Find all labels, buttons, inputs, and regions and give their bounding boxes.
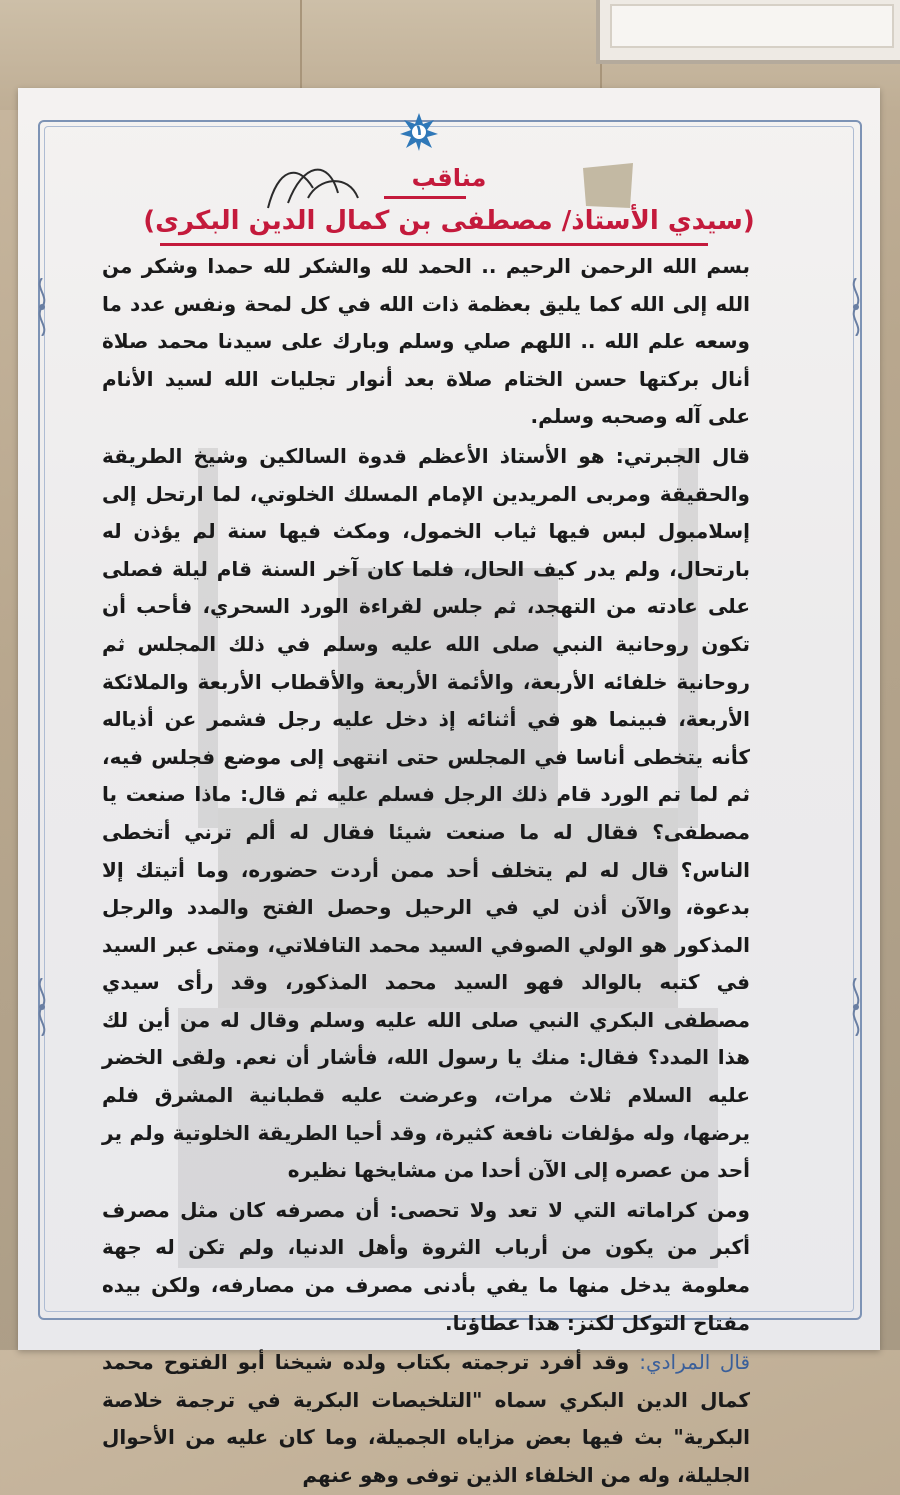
paragraph-text: هو الأستاذ الأعظم قدوة السالكين وشيخ الطريقة والحقيقة ومربى المريدين الإمام المسلك الخلوتي، لما ارتحل إلى إسلامبول لبس فيها ثياب الخمول، ومكث فيها سنة لم يؤذن له بارتحال، ولم يدر كيف الحال، فلما كان آخر السنة قام ليلة فصلى على عادته من التهجد، ثم جلس لقراءة الورد السحري، فأحب أن تكون روحانية النبي صلى الله عليه وسلم في ذلك المجلس ثم روحانية خلفائه الأربعة، والأئمة الأربعة والأقطاب الأربعة والملائكة الأربعة، فبينما هو في أثنائه إذ دخل عليه رجل فشمر عن أذياله كأنه يتخطى أناسا في المجلس حتى انتهى إلى موضع فجلس فيه، ثم لما تم الورد قام ذلك الرجل فسلم عليه ثم قال: ماذا صنعت يا مصطفى؟ فقال له ما صنعت شيئا فقال له ألم ترني أتخطى الناس؟ قال له لم يتخلف أحد ممن أردت حضوره، وما أتيتك إلا بدعوة، والآن أذن لي في الرحيل وحصل الفتح والمدد والرجل المذكور هو الولي الصوفي السيد محمد التافلاتي، ومتى عبر السيد في كتبه بالوالد فهو السيد محمد المذكور، وقد رأى سيدي مصطفى البكري النبي صلى الله عليه وسلم وقال له من أين لك هذا المدد؟ فقال: منك يا رسول الله، فأشار أن نعم. ولقى الخضر عليه السلام ثلاث مرات، وعرضت عليه قطبانية المشرق فلم يرضها، وله مؤلفات نافعة كثيرة، وقد أحيا الطريقة الخلوتية ولم ير أحد من عصره إلى الآن أحدا من مشايخها نظيره [102, 443, 750, 1183]
paragraph-lead: قال الجبرتي: [615, 443, 750, 468]
left-ornament-icon [32, 278, 52, 336]
title-underline [384, 196, 466, 199]
paragraph-karamat [102, 1192, 802, 1342]
right-ornament-icon [846, 978, 866, 1036]
banner-poster [18, 88, 880, 1487]
poster-title: مناقب [411, 164, 487, 192]
window-frame [596, 0, 900, 64]
paragraph-muradi [102, 1344, 802, 1494]
paragraph-jabarti [102, 438, 802, 1190]
paragraph-basmala [102, 248, 802, 436]
paragraph-text: وقد أفرد ترجمته بكتاب ولده شيخنا أبو الفتوح محمد كمال الدين البكري سماه "التلخيصات البكرية في ترجمة خلاصة البكرية" بث فيها بعض مزاياه الجميلة، وما كان عليه من الأحوال الجليلة، وله من الخلفاء الذين توفى وهو عنهم [102, 1350, 750, 1487]
paragraph-text: بسم الله الرحمن الرحيم .. الحمد لله والشكر لله حمدا وشكر من الله إلى الله كما يليق بعظمة ذات الله في كل لمحة ونفس عدد ما وسعه علم الله .. اللهم صلي وسلم وبارك على سيدنا محمد صلاة أنال بركتها حسن الختام صلاة بعد أنوار تجليات الله لسيد الأنام على آله وصحبه وسلم. [102, 254, 750, 429]
poster-subtitle: (سيدي الأستاذ/ مصطفى بن كمال الدين البكرى) [143, 206, 755, 236]
subtitle-underline [160, 243, 708, 246]
right-ornament-icon [846, 278, 866, 336]
badge-number: ١ [414, 121, 424, 139]
star-badge [399, 112, 439, 152]
paragraph-lead: قال المرادي: [639, 1350, 751, 1375]
paragraph-text: ومن كراماته التي لا تعد ولا تحصى: أن مصرفه كان مثل مصرف أكبر من يكون من أرباب الثروة وأهل الدنيا، ولم تكن له جهة معلومة يدخل منها ما يفي بأدنى مصرف من مصارفه، ولكن بيده مفتاح التوكل لكنز: هذا عطاؤنا. [102, 1197, 750, 1335]
poster-body [102, 248, 802, 1495]
left-ornament-icon [32, 978, 52, 1036]
window-pane [610, 4, 894, 48]
